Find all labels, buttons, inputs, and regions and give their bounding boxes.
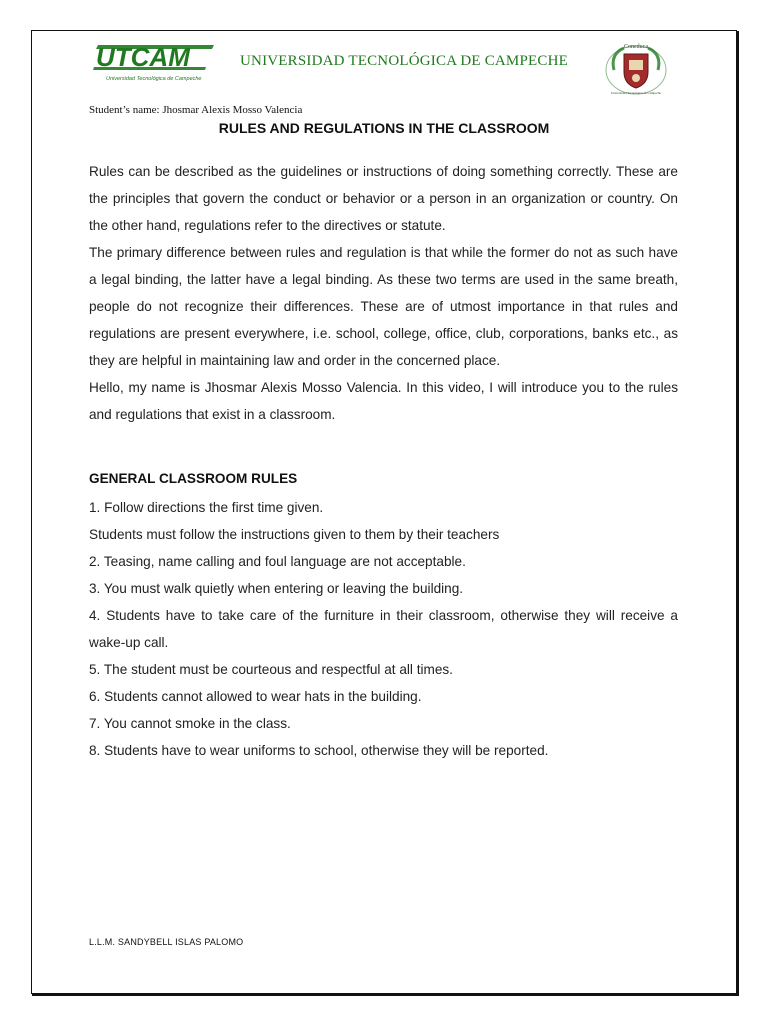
rule-item: 4. Students have to take care of the furniture in their classroom, otherwise they will receive a wake-up call. [89, 608, 678, 650]
student-name-line: Student’s name: Jhosmar Alexis Mosso Valencia [89, 104, 303, 116]
paragraph: Hello, my name is Jhosmar Alexis Mosso Valencia. In this video, I will introduce you to the rules and regulations that exist in a classroom. [89, 380, 678, 422]
paragraph: The primary difference between rules and regulation is that while the former do not as such have a legal binding, the latter have a legal binding. As these two terms are used in the same breath, people do not recognize their differences. These are of utmost importance in that rules and regulations are present everywhere, i.e. school, college, office, club, corporations, banks etc., as they are helpful in maintaining law and order in the concerned place. [89, 245, 678, 368]
paragraph: Rules can be described as the guidelines or instructions of doing something correctly. These are the principles that govern the conduct or behavior or a person in an organization or country. On the other hand, regulations refer to the directives or statute. [89, 164, 678, 233]
seal-text-top: Coneduca [624, 44, 648, 50]
rule-item: 7. You cannot smoke in the class. [89, 716, 291, 731]
logo-subtext: Universidad Tecnológica de Campeche [106, 76, 202, 82]
rule-item: 6. Students cannot allowed to wear hats in the building. [89, 689, 422, 704]
university-seal [604, 40, 668, 96]
intro-body [89, 158, 678, 428]
section-heading: GENERAL CLASSROOM RULES [89, 471, 298, 486]
rule-item: 1. Follow directions the first time given. [89, 500, 324, 515]
seal-text-bottom: Universidad Tecnológica de Campeche [611, 91, 661, 95]
university-name: UNIVERSIDAD TECNOLÓGICA DE CAMPECHE [240, 53, 568, 69]
rule-item: 5. The student must be courteous and respectful at all times. [89, 662, 453, 677]
document-title: RULES AND REGULATIONS IN THE CLASSROOM [218, 120, 550, 136]
footer-author: L.L.M. SANDYBELL ISLAS PALOMO [89, 937, 244, 947]
rule-item: 8. Students have to wear uniforms to school, otherwise they will be reported. [89, 743, 549, 758]
rule-item: 2. Teasing, name calling and foul language are not acceptable. [89, 554, 466, 569]
utcam-logo [88, 40, 214, 92]
logo-text: UTCAM [96, 42, 190, 72]
rules-list [89, 494, 678, 764]
rule-item: 3. You must walk quietly when entering or leaving the building. [89, 581, 464, 596]
rule-item: Students must follow the instructions given to them by their teachers [89, 527, 500, 542]
